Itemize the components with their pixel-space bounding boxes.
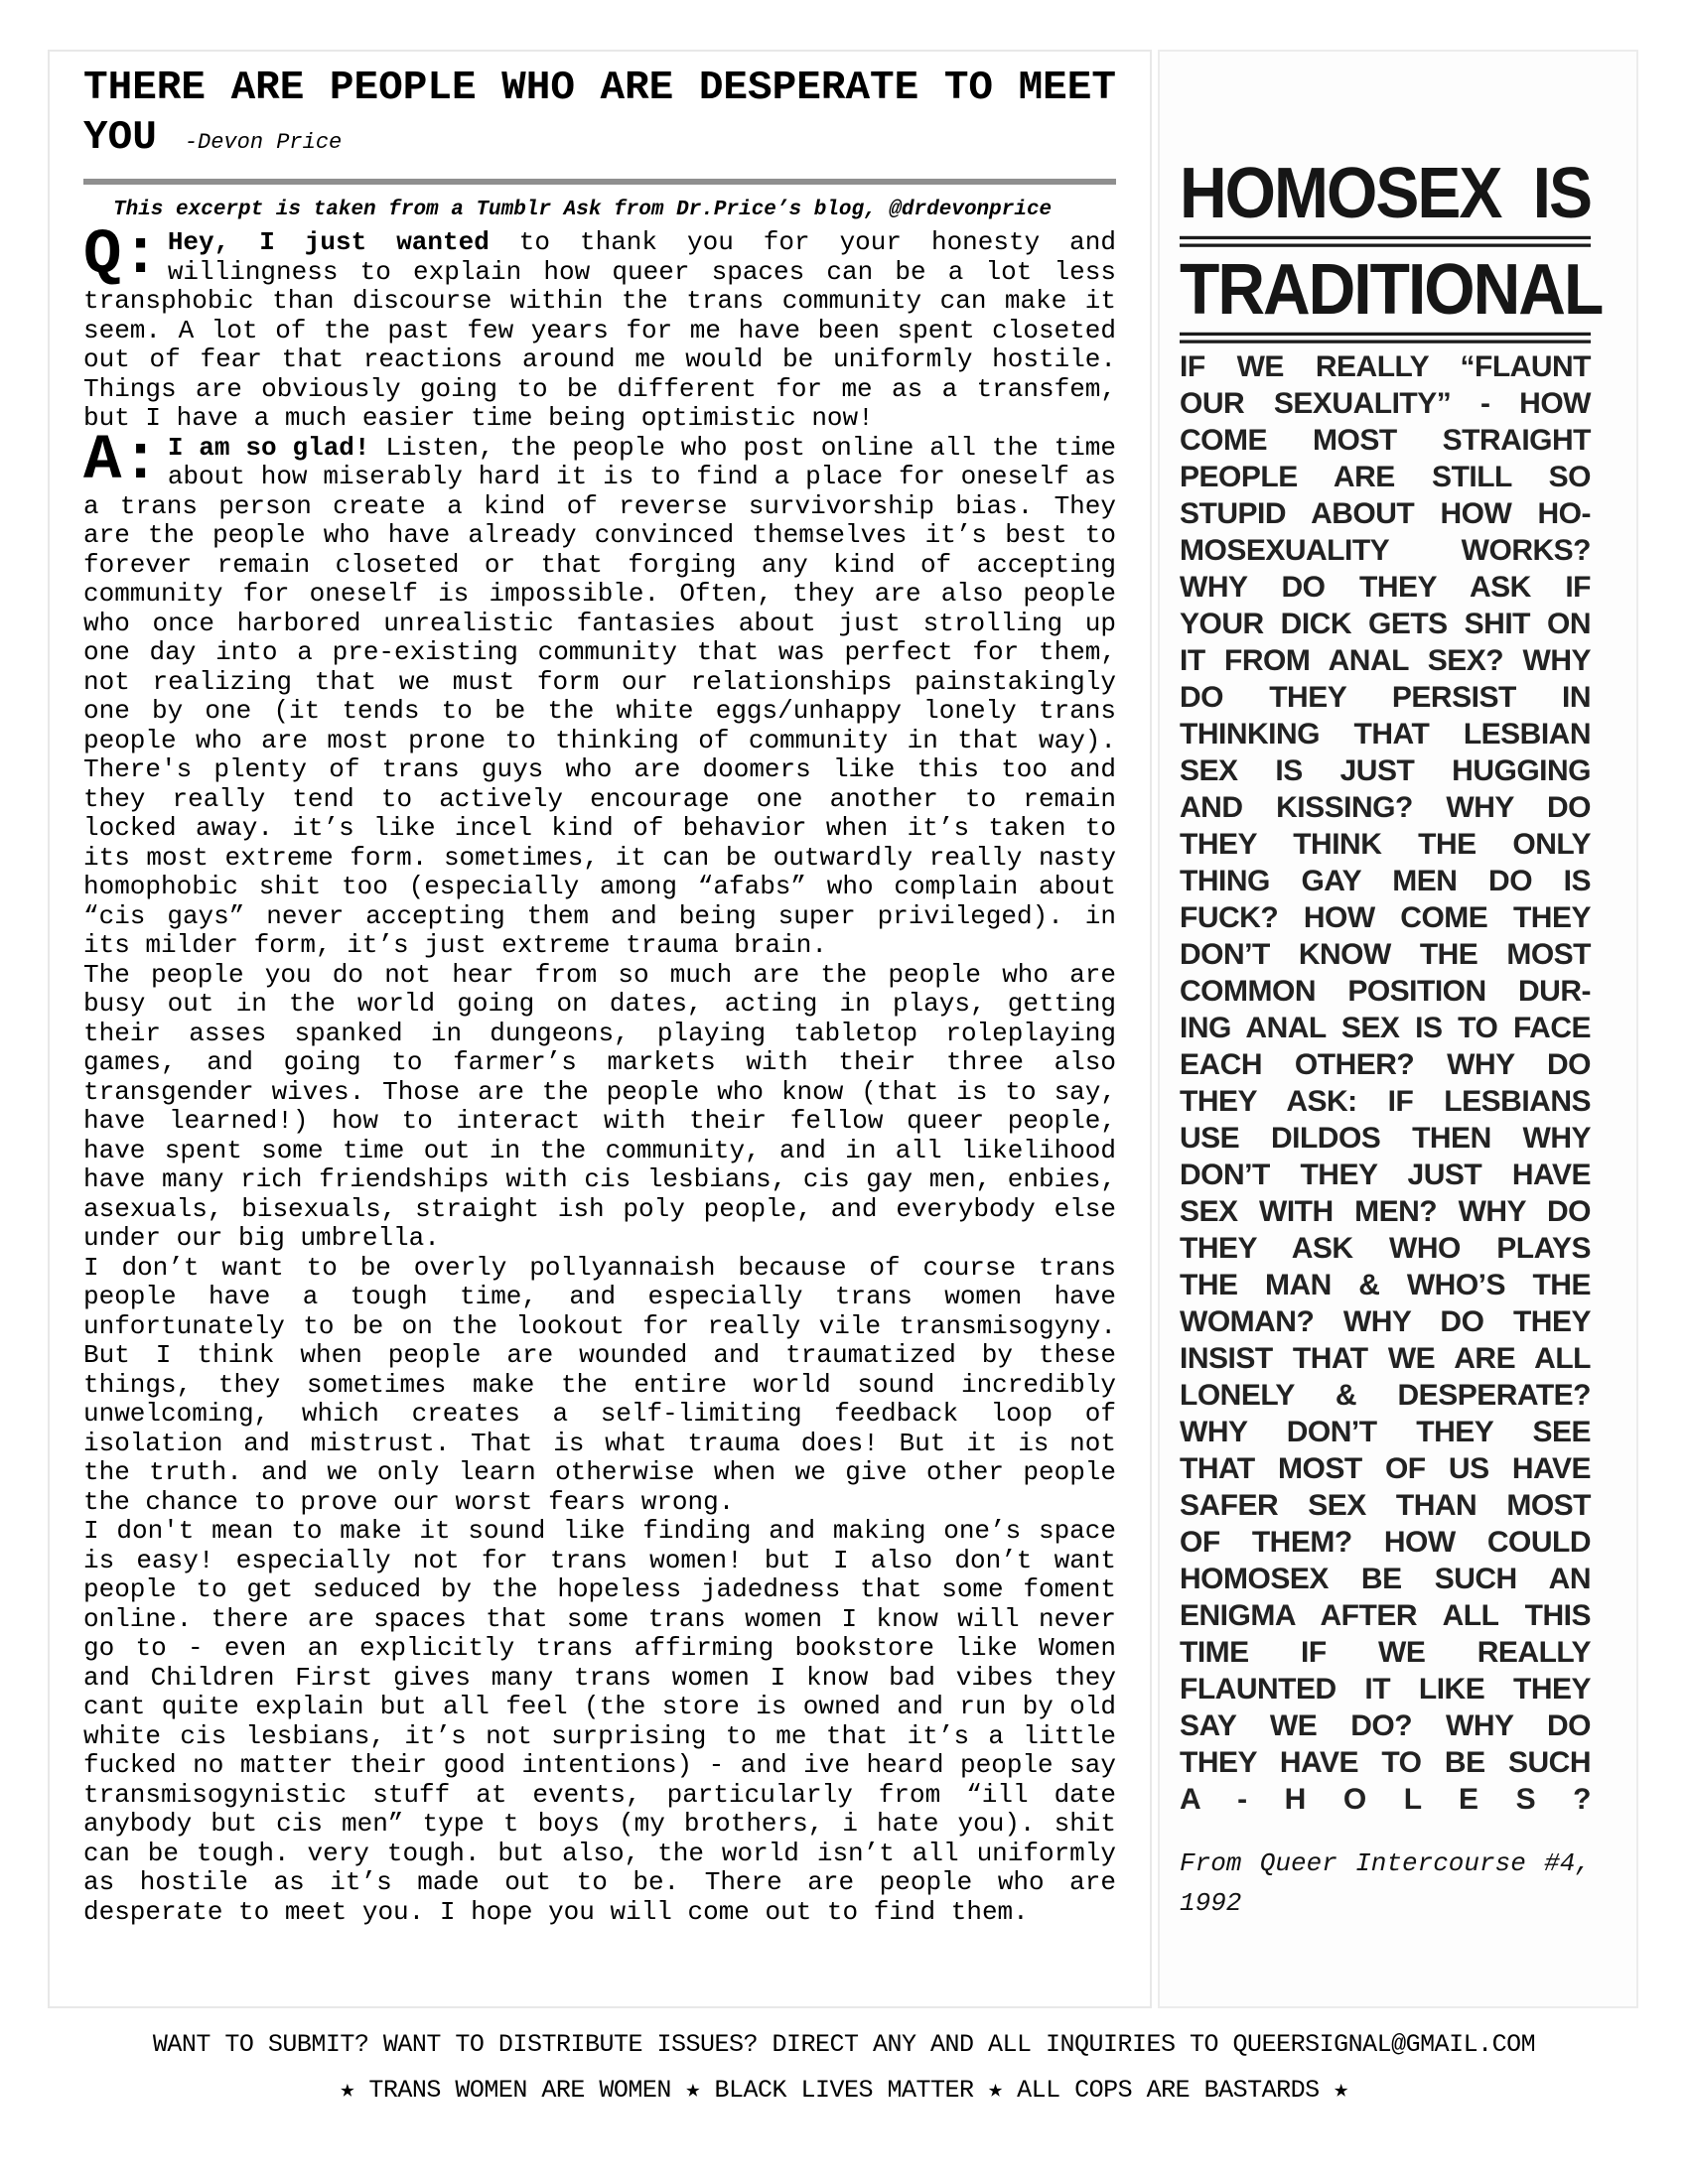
clip-text-line: WOMAN? WHY DO THEY xyxy=(1180,1305,1591,1338)
clip-text-line: IF WE REALLY “FLAUNT xyxy=(1180,350,1591,383)
source-note: This excerpt is taken from a Tumblr Ask from Dr.Price’s blog, @drdevonprice xyxy=(113,199,1053,221)
clip-text-line: LONELY & DESPERATE? xyxy=(1180,1379,1591,1412)
clip-text-line: PEOPLE ARE STILL SO xyxy=(1180,461,1591,493)
clip-panel xyxy=(1158,50,1638,2008)
clip-text-line: SAFER SEX THAN MOST xyxy=(1180,1489,1591,1522)
article-paragraphs xyxy=(83,961,1116,1928)
title-divider xyxy=(83,179,1116,185)
clip-text-line: SAY WE DO? WHY DO xyxy=(1180,1709,1591,1742)
clip-body xyxy=(1180,348,1591,1818)
clip-headline-line2: TRADITIONAL xyxy=(1180,247,1591,343)
clip-text-line: USE DILDOS THEN WHY xyxy=(1180,1122,1591,1155)
a-label: A: xyxy=(83,425,160,497)
clip-headline-line1: HOMOSEX IS xyxy=(1180,151,1591,247)
clip-text-line: YOUR DICK GETS SHIT ON xyxy=(1180,608,1591,640)
clip-text-line: THAT MOST OF US HAVE xyxy=(1180,1452,1591,1485)
clip-text-line: THEY THINK THE ONLY xyxy=(1180,828,1591,861)
page-footer xyxy=(0,2022,1688,2114)
clip-text-line: DON’T KNOW THE MOST xyxy=(1180,938,1591,971)
clip-text-line: A - H O L E S ? xyxy=(1180,1783,1591,1816)
clip-text-line: COME MOST STRAIGHT xyxy=(1180,424,1591,457)
clip-text-line: ENIGMA AFTER ALL THIS xyxy=(1180,1599,1591,1632)
clip-text-line: THINKING THAT LESBIAN xyxy=(1180,718,1591,751)
content-columns xyxy=(48,50,1640,2008)
clip-text-line: MOSEXUALITY WORKS? xyxy=(1180,534,1591,567)
article-title-line2: YOU xyxy=(83,115,157,161)
article-paragraph: The people you do not hear from so much are the people who are busy out in the world going on dates, acting in plays, getting their asses spanked in dungeons, playing tabletop roleplaying games, and going to farmer’s markets with their three also transgender wives. Those are the people who know (that is to say, have learned!) how to interact with their fellow queer people, have spent some time out in the community, and in all likelihood have many rich friendships with cis lesbians, cis gay men, enbies, asexuals, bisexuals, straight ish poly people, and everybody else under our big umbrella. xyxy=(83,959,1116,1253)
q-label: Q: xyxy=(83,220,160,292)
clip-text-line: INSIST THAT WE ARE ALL xyxy=(1180,1342,1591,1375)
clip-text-line: OF THEM? HOW COULD xyxy=(1180,1526,1591,1559)
article-byline: -Devon Price xyxy=(184,130,343,155)
q-lead: Hey, I just wanted xyxy=(167,227,490,257)
clip-text-line: EACH OTHER? WHY DO xyxy=(1180,1048,1591,1081)
clip-text-line: COMMON POSITION DUR- xyxy=(1180,975,1591,1008)
clip-text-line: FUCK? HOW COME THEY xyxy=(1180,901,1591,934)
clip-text-line: THEY ASK WHO PLAYS xyxy=(1180,1232,1591,1265)
answer-paragraph xyxy=(83,425,1117,961)
clip-text-line: TIME IF WE REALLY xyxy=(1180,1636,1591,1669)
clip-text-line: WHY DO THEY ASK IF xyxy=(1180,571,1591,604)
clip-text-line: THEY HAVE TO BE SUCH xyxy=(1180,1746,1591,1779)
article-paragraph: I don’t want to be overly pollyannaish because of course trans people have a tough time, and especially trans women have unfortunately to be on the lookout for really vile transmisogyny. But I think when people are wounded and traumatized by these things, they sometimes make the entire world sound incredibly unwelcoming, which creates a self-limiting feedback loop of isolation and mistrust. That is what trauma does! But it is not the truth. and we only learn otherwise when we give other people the chance to prove our worst fears wrong. xyxy=(83,1252,1116,1517)
clip-text-line: DON’T THEY JUST HAVE xyxy=(1180,1159,1591,1191)
article-paragraph: I don't mean to make it sound like finding and making one’s space is easy! especially not for trans women! but I also don’t want people to get seduced by the hopeless jadedness that some foment online. there are spaces that some trans women I know will never go to - even an explicitly trans affirming bookstore like Women and Children First gives many trans women I know bad vibes they cant quite explain but all feel (the store is owned and run by old white cis lesbians, it’s not surprising to me that it’s a little fucked no matter their good intentions) - and ive heard people say transmisogynistic stuff at events, particularly from “ill date anybody but cis men” type t boys (my brothers, i hate you). shit can be tough. very tough. but also, the world isn’t all uniformly as hostile as it’s made out to be. There are people who are desperate to meet you. I hope you will come out to find them. xyxy=(83,1516,1116,1927)
clip-text-line: THING GAY MEN DO IS xyxy=(1180,865,1591,897)
clip-text-line: THE MAN & WHO’S THE xyxy=(1180,1269,1591,1301)
clip-text-line: IT FROM ANAL SEX? WHY xyxy=(1180,644,1591,677)
clip-attribution-line2: 1992 xyxy=(1180,1888,1242,1918)
clip-text-line: WHY DON’T THEY SEE xyxy=(1180,1416,1591,1448)
clip-text-line: SEX IS JUST HUGGING xyxy=(1180,754,1591,787)
a-lead: I am so glad! xyxy=(167,432,370,463)
footer-contact-line: WANT TO SUBMIT? WANT TO DISTRIBUTE ISSUES? DIRECT ANY AND ALL INQUIRIES TO QUEERSIGNAL@GMAIL.COM xyxy=(152,2030,1536,2059)
question-paragraph xyxy=(83,220,1116,434)
clip-text-line: THEY ASK: IF LESBIANS xyxy=(1180,1085,1591,1118)
clip-text-line: HOMOSEX BE SUCH AN xyxy=(1180,1563,1591,1595)
clip-text-line: SEX WITH MEN? WHY DO xyxy=(1180,1195,1591,1228)
clip-text-line: AND KISSING? WHY DO xyxy=(1180,791,1591,824)
article-title-line2-row xyxy=(83,113,1116,169)
clip-text-line: OUR SEXUALITY” - HOW xyxy=(1180,387,1591,420)
clip-text-line: ING ANAL SEX IS TO FACE xyxy=(1180,1012,1591,1044)
clip-attribution-line1: From Queer Intercourse #4, xyxy=(1180,1848,1591,1878)
q-text: to thank you for your honesty and willingness to explain how queer spaces can be a lot less transphobic than discourse within the trans community can make it seem. A lot of the past few years for me have been spent closeted out of fear that reactions around me would be uniformly hostile. Things are obviously going to be different for me as a transfem, but I have a much easier time being optimistic now! xyxy=(83,227,1116,433)
article-panel xyxy=(48,50,1152,2008)
clip-text-line: STUPID ABOUT HOW HO- xyxy=(1180,497,1591,530)
footer-slogans-line: ★ TRANS WOMEN ARE WOMEN ★ BLACK LIVES MATTER ★ ALL COPS ARE BASTARDS ★ xyxy=(340,2076,1348,2105)
clip-attribution xyxy=(1180,1843,1591,1923)
article-title-line1: THERE ARE PEOPLE WHO ARE DESPERATE TO MEET xyxy=(83,66,1116,111)
a-text: Listen, the people who post online all the time about how miserably hard it is to find a place for oneself as a trans person create a kind of reverse survivorship bias. They are the people who have already convinced themselves it’s best to forever remain closeted or that forging any kind of accepting community for oneself is impossible. Often, they are also people who once harbored unrealistic fantasies about just strolling up one day into a pre-existing community that was perfect for them, not realizing that we must form our relationships painstakingly one by one (it tends to be the white eggs/unhappy lonely trans people who are most prone to thinking of community in that way). There's plenty of trans guys who are doomers like this too and they really tend to actively encourage one another to remain locked away. it’s like incel kind of behavior when it’s taken to its most extreme form. sometimes, it can be outwardly really nasty homophobic shit too (especially among “afabs” who complain about “cis gays” never accepting them and being super privileged). in its milder form, it’s just extreme trauma brain. xyxy=(83,432,1117,960)
clip-text-line: DO THEY PERSIST IN xyxy=(1180,681,1591,714)
clip-text-line: FLAUNTED IT LIKE THEY xyxy=(1180,1673,1591,1706)
